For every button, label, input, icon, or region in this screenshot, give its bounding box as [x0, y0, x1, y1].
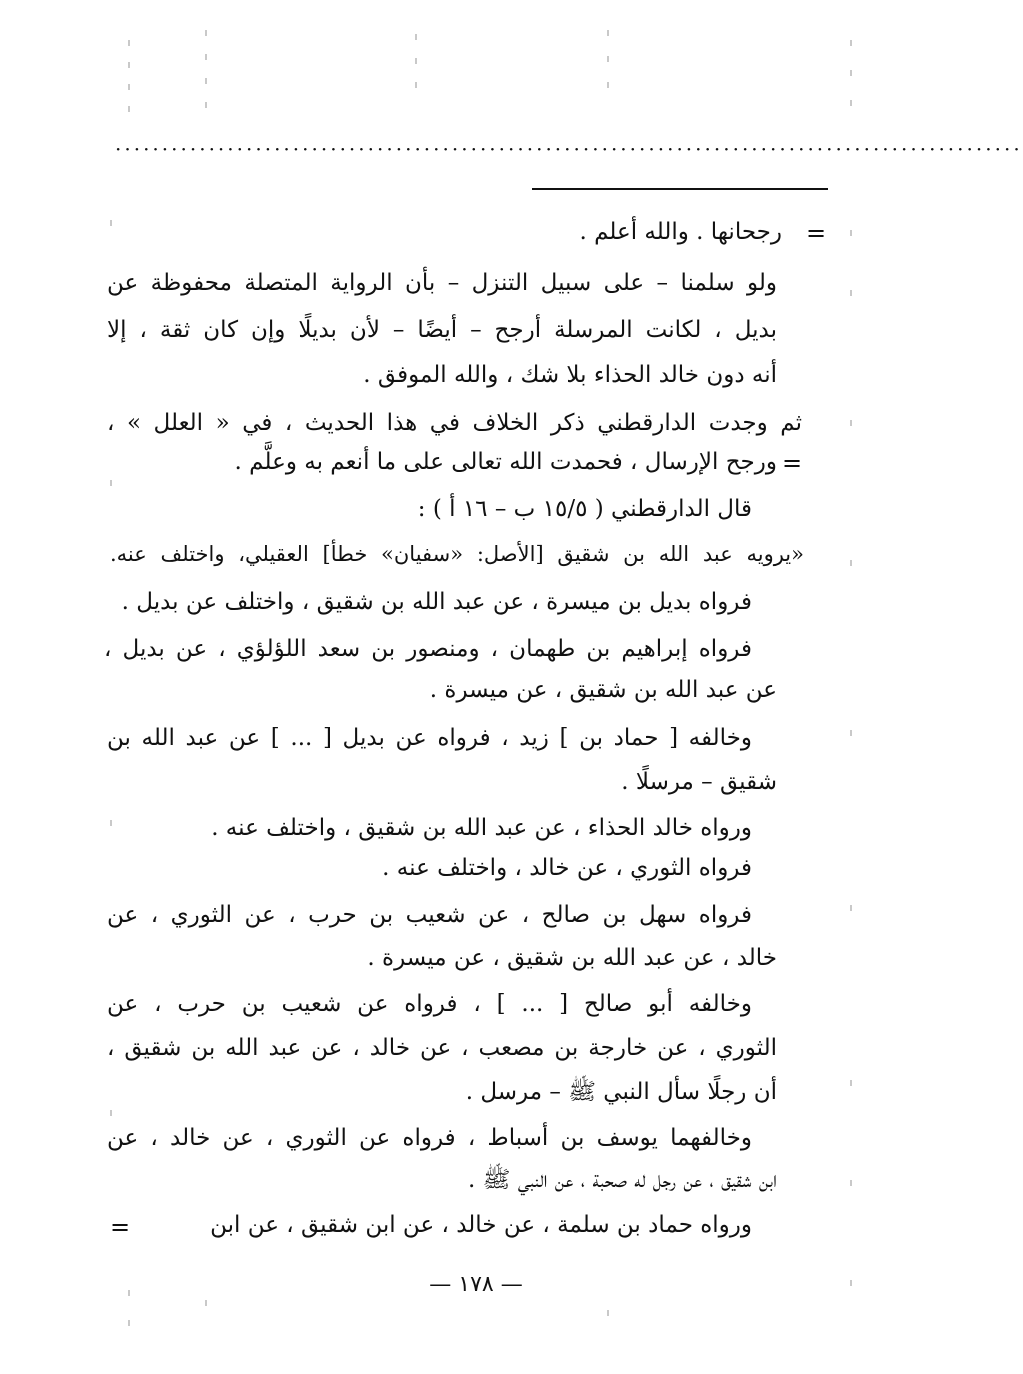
- quote-line: وخالفه [ حماد بن ] زيد ، فرواه عن بديل [ ... ] عن عبد الله بن: [107, 725, 752, 751]
- quote-line: وخالفه أبو صالح [ ... ] ، فرواه عن شعيب بن حرب ، عن: [107, 991, 752, 1017]
- text-line: قال الدارقطني ( ١٥/٥ ب – ١٦ أ ) :: [417, 496, 752, 522]
- continuation-mark-end: =: [110, 1213, 131, 1241]
- quote-line: وخالفهما يوسف بن أسباط ، فرواه عن الثوري ، عن خالد ، عن: [107, 1125, 752, 1151]
- quote-line: أن رجلًا سأل النبي ﷺ – مرسل .: [465, 1079, 777, 1105]
- quote-line: ابن شقيق ، عن رجل له صحبة ، عن النبي ﷺ .: [468, 1167, 777, 1193]
- quote-line: فرواه سهل بن صالح ، عن شعيب بن حرب ، عن الثوري ، عن: [107, 902, 752, 928]
- page-number: — ١٧٨ —: [429, 1272, 523, 1297]
- footnote-rule: [532, 188, 828, 190]
- text-line: رجحانها . والله أعلم .: [579, 219, 782, 245]
- text-line: ثم وجدت الدارقطني ذكر الخلاف في هذا الحديث ، في « العلل » ،: [107, 410, 802, 436]
- quote-line: شقيق – مرسلًا .: [621, 769, 777, 795]
- dotted-separator: ·································································································: [115, 137, 1023, 161]
- text-line: بديل ، لكانت المرسلة أرجح – أيضًا – لأن بديلًا وإن كان ثقة ، إلا: [107, 317, 777, 343]
- text-line: أنه دون خالد الحذاء بلا شك ، والله الموفق .: [363, 362, 777, 388]
- text-line: ولو سلمنا – على سبيل التنزل – بأن الرواية المتصلة محفوظة عن: [107, 270, 777, 296]
- quote-line: ورواه خالد الحذاء ، عن عبد الله بن شقيق ، واختلف عنه .: [211, 815, 752, 841]
- quote-line: عن عبد الله بن شقيق ، عن ميسرة .: [429, 677, 777, 703]
- quote-line: فرواه إبراهيم بن طهمان ، ومنصور بن سعد اللؤلؤي ، عن بديل ،: [104, 636, 752, 662]
- quote-line: «يرويه عبد الله بن شقيق [الأصل: «سفيان» خطأ] العقيلي، واختلف عنه.: [110, 542, 804, 566]
- text-line: ورجح الإرسال ، فحمدت الله تعالى على ما أنعم به وعلَّم .: [234, 449, 777, 475]
- quote-line: ورواه حماد بن سلمة ، عن خالد ، عن ابن شقيق ، عن ابن: [210, 1212, 752, 1238]
- continuation-mark-mid: =: [782, 449, 803, 477]
- continuation-mark-start: =: [806, 219, 827, 247]
- quote-line: فرواه الثوري ، عن خالد ، واختلف عنه .: [382, 855, 752, 881]
- quote-line: فرواه بديل بن ميسرة ، عن عبد الله بن شقيق ، واختلف عن بديل .: [121, 589, 752, 615]
- quote-line: الثوري ، عن خارجة بن مصعب ، عن خالد ، عن عبد الله بن شقيق ،: [107, 1035, 777, 1061]
- quote-line: خالد ، عن عبد الله بن شقيق ، عن ميسرة .: [367, 945, 777, 971]
